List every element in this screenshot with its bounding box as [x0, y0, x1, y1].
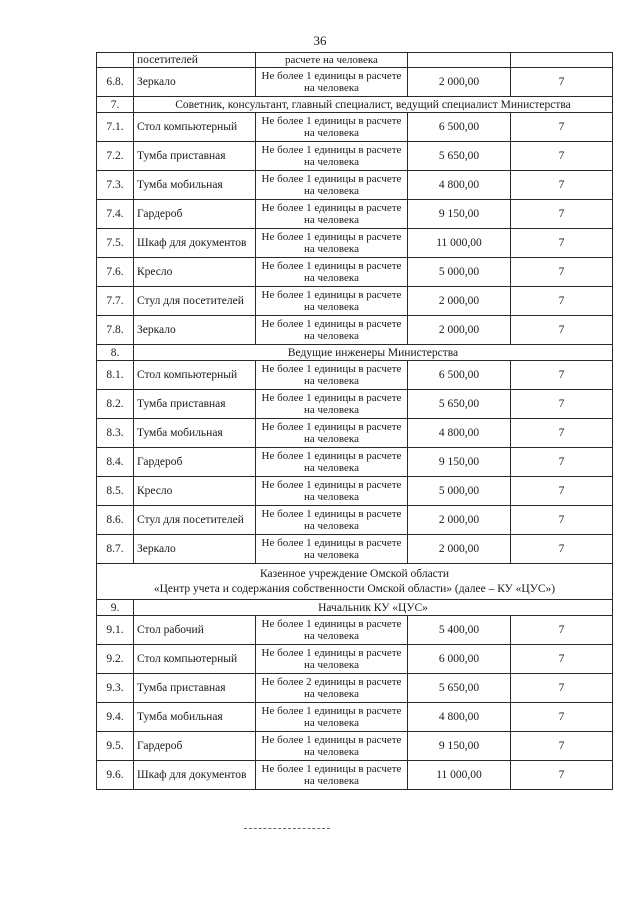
item-number: 8.7.	[97, 535, 134, 564]
item-service-years: 7	[511, 703, 613, 732]
item-number: 7.1.	[97, 113, 134, 142]
item-price: 2 000,00	[408, 506, 511, 535]
item-price: 2 000,00	[408, 535, 511, 564]
item-service-years: 7	[511, 616, 613, 645]
item-name: Стул для посетителей	[134, 506, 256, 535]
table-row	[97, 419, 613, 448]
item-service-years: 7	[511, 258, 613, 287]
item-name: Шкаф для документов	[134, 761, 256, 790]
item-number: 7.5.	[97, 229, 134, 258]
table-row	[97, 200, 613, 229]
item-price: 5 650,00	[408, 390, 511, 419]
table-row	[97, 171, 613, 200]
item-price: 5 650,00	[408, 674, 511, 703]
table-row	[97, 287, 613, 316]
table-row	[97, 390, 613, 419]
item-number: 7.2.	[97, 142, 134, 171]
item-service-years: 7	[511, 535, 613, 564]
item-service-years: 7	[511, 390, 613, 419]
item-norm: Не более 1 единицы в расчете на человека	[256, 287, 408, 316]
section-header-row	[97, 345, 613, 361]
table-row	[97, 142, 613, 171]
section-header-row	[97, 97, 613, 113]
cell-norm: расчете на человека	[256, 53, 408, 68]
item-name: Шкаф для документов	[134, 229, 256, 258]
item-name: Стол компьютерный	[134, 361, 256, 390]
item-service-years: 7	[511, 142, 613, 171]
organization-line-1: Казенное учреждение Омской области	[260, 567, 449, 580]
table-row	[97, 477, 613, 506]
item-norm: Не более 1 единицы в расчете на человека	[256, 477, 408, 506]
item-service-years: 7	[511, 316, 613, 345]
item-price: 5 400,00	[408, 616, 511, 645]
item-norm: Не более 1 единицы в расчете на человека	[256, 645, 408, 674]
cell-name: посетителей	[134, 53, 256, 68]
item-number: 8.3.	[97, 419, 134, 448]
item-norm: Не более 1 единицы в расчете на человека	[256, 506, 408, 535]
item-number: 8.2.	[97, 390, 134, 419]
item-name: Стол компьютерный	[134, 645, 256, 674]
item-name: Тумба приставная	[134, 142, 256, 171]
item-price: 6 500,00	[408, 361, 511, 390]
item-number: 7.6.	[97, 258, 134, 287]
section-title: Советник, консультант, главный специалист, ведущий специалист Министерства	[134, 97, 613, 113]
item-price: 6 500,00	[408, 113, 511, 142]
table-row	[97, 229, 613, 258]
item-number: 8.6.	[97, 506, 134, 535]
item-number: 9.5.	[97, 732, 134, 761]
item-service-years: 7	[511, 200, 613, 229]
item-price: 9 150,00	[408, 448, 511, 477]
item-name: Тумба приставная	[134, 674, 256, 703]
item-price: 2 000,00	[408, 287, 511, 316]
table-row	[97, 361, 613, 390]
item-norm: Не более 2 единицы в расчете на человека	[256, 674, 408, 703]
signature-mark	[244, 828, 330, 829]
item-price: 11 000,00	[408, 761, 511, 790]
table-row	[97, 616, 613, 645]
item-price: 4 800,00	[408, 419, 511, 448]
item-service-years: 7	[511, 171, 613, 200]
item-number: 9.2.	[97, 645, 134, 674]
item-number: 7.8.	[97, 316, 134, 345]
item-name: Гардероб	[134, 448, 256, 477]
table-row	[97, 316, 613, 345]
item-service-years: 7	[511, 761, 613, 790]
item-service-years: 7	[511, 229, 613, 258]
item-price: 2 000,00	[408, 316, 511, 345]
item-name: Стол компьютерный	[134, 113, 256, 142]
item-service-years: 7	[511, 506, 613, 535]
item-name: Тумба мобильная	[134, 419, 256, 448]
section-title: Ведущие инженеры Министерства	[134, 345, 613, 361]
cell-price	[408, 53, 511, 68]
item-name: Кресло	[134, 258, 256, 287]
section-number: 7.	[97, 97, 134, 113]
table-row	[97, 448, 613, 477]
section-header-row	[97, 600, 613, 616]
table-row	[97, 703, 613, 732]
item-norm: Не более 1 единицы в расчете на человека	[256, 390, 408, 419]
item-name: Зеркало	[134, 316, 256, 345]
item-norm: Не более 1 единицы в расчете на человека	[256, 761, 408, 790]
item-number: 6.8.	[97, 68, 134, 97]
item-price: 5 000,00	[408, 477, 511, 506]
item-service-years: 7	[511, 68, 613, 97]
item-name: Стол рабочий	[134, 616, 256, 645]
item-price: 6 000,00	[408, 645, 511, 674]
item-service-years: 7	[511, 113, 613, 142]
item-service-years: 7	[511, 361, 613, 390]
table-body	[97, 53, 613, 790]
item-norm: Не более 1 единицы в расчете на человека	[256, 113, 408, 142]
item-service-years: 7	[511, 419, 613, 448]
item-number: 8.1.	[97, 361, 134, 390]
table-row	[97, 506, 613, 535]
organization-row	[97, 564, 613, 600]
table-row	[97, 761, 613, 790]
table-row	[97, 645, 613, 674]
item-price: 4 800,00	[408, 171, 511, 200]
page-number: 36	[313, 33, 327, 48]
item-price: 9 150,00	[408, 732, 511, 761]
item-norm: Не более 1 единицы в расчете на человека	[256, 316, 408, 345]
table-row	[97, 535, 613, 564]
item-number: 9.3.	[97, 674, 134, 703]
item-norm: Не более 1 единицы в расчете на человека	[256, 229, 408, 258]
table-row	[97, 674, 613, 703]
item-name: Зеркало	[134, 535, 256, 564]
table-row	[97, 258, 613, 287]
item-number: 9.4.	[97, 703, 134, 732]
item-norm: Не более 1 единицы в расчете на человека	[256, 142, 408, 171]
item-service-years: 7	[511, 287, 613, 316]
item-service-years: 7	[511, 645, 613, 674]
item-norm: Не более 1 единицы в расчете на человека	[256, 419, 408, 448]
item-name: Тумба приставная	[134, 390, 256, 419]
organization-line-2: «Центр учета и содержания собственности Омской области» (далее – КУ «ЦУС»)	[153, 582, 556, 595]
item-norm: Не более 1 единицы в расчете на человека	[256, 361, 408, 390]
organization-title	[97, 564, 613, 600]
item-norm: Не более 1 единицы в расчете на человека	[256, 200, 408, 229]
item-service-years: 7	[511, 448, 613, 477]
item-name: Зеркало	[134, 68, 256, 97]
item-number: 8.4.	[97, 448, 134, 477]
section-number: 9.	[97, 600, 134, 616]
item-price: 5 650,00	[408, 142, 511, 171]
table-row	[97, 68, 613, 97]
item-service-years: 7	[511, 477, 613, 506]
item-norm: Не более 1 единицы в расчете на человека	[256, 616, 408, 645]
item-number: 7.4.	[97, 200, 134, 229]
furniture-norms-table	[96, 52, 613, 790]
item-service-years: 7	[511, 732, 613, 761]
table-row-continued	[97, 53, 613, 68]
item-norm: Не более 1 единицы в расчете на человека	[256, 258, 408, 287]
item-name: Тумба мобильная	[134, 703, 256, 732]
cell-num	[97, 53, 134, 68]
item-norm: Не более 1 единицы в расчете на человека	[256, 68, 408, 97]
item-number: 9.6.	[97, 761, 134, 790]
item-price: 5 000,00	[408, 258, 511, 287]
item-name: Тумба мобильная	[134, 171, 256, 200]
cell-years	[511, 53, 613, 68]
section-title: Начальник КУ «ЦУС»	[134, 600, 613, 616]
item-name: Стул для посетителей	[134, 287, 256, 316]
section-number: 8.	[97, 345, 134, 361]
table-row	[97, 732, 613, 761]
item-norm: Не более 1 единицы в расчете на человека	[256, 703, 408, 732]
item-price: 11 000,00	[408, 229, 511, 258]
item-price: 4 800,00	[408, 703, 511, 732]
item-name: Кресло	[134, 477, 256, 506]
item-number: 7.7.	[97, 287, 134, 316]
item-norm: Не более 1 единицы в расчете на человека	[256, 448, 408, 477]
item-name: Гардероб	[134, 200, 256, 229]
item-service-years: 7	[511, 674, 613, 703]
item-norm: Не более 1 единицы в расчете на человека	[256, 732, 408, 761]
item-price: 2 000,00	[408, 68, 511, 97]
item-number: 9.1.	[97, 616, 134, 645]
item-number: 7.3.	[97, 171, 134, 200]
item-norm: Не более 1 единицы в расчете на человека	[256, 171, 408, 200]
item-name: Гардероб	[134, 732, 256, 761]
table-row	[97, 113, 613, 142]
item-norm: Не более 1 единицы в расчете на человека	[256, 535, 408, 564]
item-number: 8.5.	[97, 477, 134, 506]
item-price: 9 150,00	[408, 200, 511, 229]
